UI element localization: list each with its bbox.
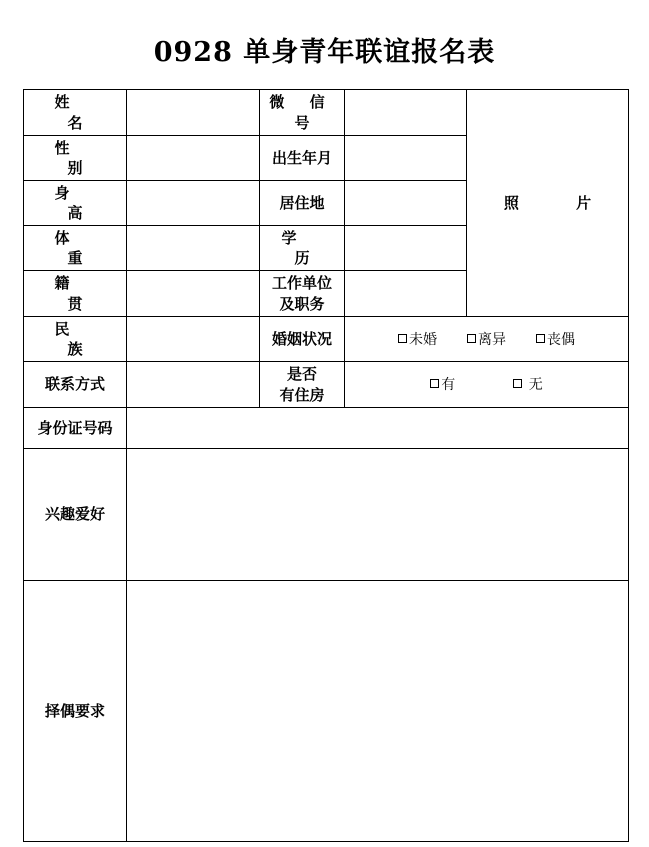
height-field[interactable] [127, 181, 260, 226]
education-field[interactable] [345, 226, 467, 271]
id-number-field[interactable] [127, 408, 629, 449]
weight-field[interactable] [127, 226, 260, 271]
label-education: 学 历 [260, 226, 345, 271]
checkbox-icon [398, 334, 407, 343]
label-id-number: 身份证号码 [24, 408, 127, 449]
hobbies-field[interactable] [127, 449, 629, 581]
checkbox-icon [467, 334, 476, 343]
marital-option-widowed[interactable]: 丧偶 [536, 332, 575, 348]
label-contact: 联系方式 [24, 362, 127, 408]
label-weight: 体 重 [24, 226, 127, 271]
marital-option-divorced[interactable]: 离异 [467, 332, 506, 348]
residence-field[interactable] [345, 181, 467, 226]
work-field[interactable] [345, 271, 467, 317]
housing-option-yes[interactable]: 有 [430, 377, 455, 393]
label-gender: 性 别 [24, 136, 127, 181]
ethnicity-field[interactable] [127, 317, 260, 362]
photo-label: 照 片 [503, 193, 618, 212]
native-place-field[interactable] [127, 271, 260, 317]
requirements-field[interactable] [127, 581, 629, 842]
label-housing-line1: 是否 [286, 365, 317, 384]
housing-options [345, 362, 629, 408]
name-field[interactable] [127, 90, 260, 136]
label-housing-line2: 有住房 [279, 385, 325, 404]
label-work [260, 271, 345, 317]
birth-field[interactable] [345, 136, 467, 181]
checkbox-icon [430, 379, 439, 388]
checkbox-icon [513, 379, 522, 388]
label-name: 姓 名 [24, 90, 127, 136]
label-housing [260, 362, 345, 408]
label-ethnicity: 民 族 [24, 317, 127, 362]
marital-option-unmarried[interactable]: 未婚 [398, 332, 437, 348]
contact-field[interactable] [127, 362, 260, 408]
label-residence: 居住地 [260, 181, 345, 226]
label-hobbies: 兴趣爱好 [24, 449, 127, 581]
label-work-line2: 及职务 [279, 294, 325, 313]
label-requirements: 择偶要求 [24, 581, 127, 842]
gender-field[interactable] [127, 136, 260, 181]
registration-form-table [23, 89, 629, 842]
form-title: 0928 单身青年联谊报名表 [153, 37, 496, 68]
label-birth: 出生年月 [260, 136, 345, 181]
housing-option-no[interactable]: 无 [513, 377, 542, 393]
marital-options [345, 317, 629, 362]
checkbox-icon [536, 334, 545, 343]
photo-box[interactable] [467, 90, 629, 317]
label-wechat: 微 信 号 [260, 90, 345, 136]
label-marital: 婚姻状况 [260, 317, 345, 362]
label-native-place: 籍 贯 [24, 271, 127, 317]
label-height: 身 高 [24, 181, 127, 226]
wechat-field[interactable] [345, 90, 467, 136]
label-work-line1: 工作单位 [271, 274, 332, 293]
